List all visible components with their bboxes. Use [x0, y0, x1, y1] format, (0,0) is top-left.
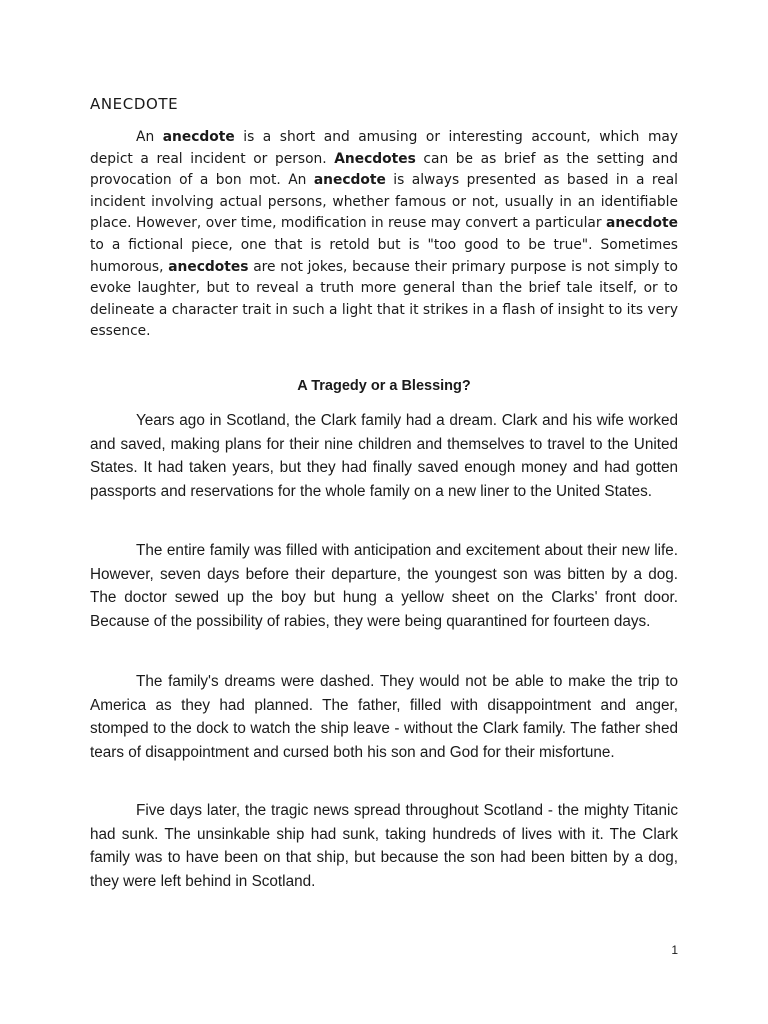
- page-heading: ANECDOTE: [90, 95, 179, 113]
- page-number: 1: [671, 943, 678, 957]
- definition-run: are not jokes, because their primary purpose is not simply to evoke laughter, but to reveal a truth more general than the brief tale itself, or to delineate a character trait in such a light that it strikes in a flash of insight to its very essence.: [90, 258, 678, 340]
- definition-term: anecdote: [606, 215, 678, 232]
- definition-term: anecdote: [313, 172, 386, 189]
- definition-run: is always presented as based in a real incident involving actual persons, whether famous or not, usually in an identifiable place. However, over time, modification in reuse may convert a particular: [90, 172, 678, 232]
- definition-run: An: [136, 129, 163, 145]
- definition-term: Anecdotes: [334, 150, 416, 167]
- story-paragraph: The entire family was filled with anticipation and excitement about their new life. However, seven days before their departure, the youngest son was bitten by a dog. The doctor sewed up the boy but hung a yellow sheet on the Clarks' front door. Because of the possibility of rabies, they were being quarantined for fourteen days.: [90, 542, 678, 630]
- definition-run: can be as brief as the setting and provocation of a bon mot. An: [90, 150, 678, 189]
- definition-term: anecdotes: [168, 258, 249, 275]
- definition-run: to a fictional piece, one that is retold but is "too good to be true". Sometimes humorous,: [90, 236, 678, 275]
- story-paragraph: Five days later, the tragic news spread throughout Scotland - the mighty Titanic had sunk. The unsinkable ship had sunk, taking hundreds of lives with it. The Clark family was to have been on that ship, but because the son had been bitten by a dog, they were left behind in Scotland.: [90, 802, 678, 890]
- definition-term: anecdote: [162, 129, 235, 145]
- story-paragraph: The family's dreams were dashed. They would not be able to make the trip to America as they had planned. The father, filled with disappointment and anger, stomped to the dock to watch the ship leave - without the Clark family. The father shed tears of disappointment and cursed both his son and God for their misfortune.: [90, 673, 678, 761]
- definition-run: is a short and amusing or interesting account, which may depict a real incident or person.: [90, 129, 678, 167]
- story-title: A Tragedy or a Blessing?: [297, 378, 471, 394]
- definition-paragraph: [90, 127, 678, 343]
- story-paragraph: Years ago in Scotland, the Clark family had a dream. Clark and his wife worked and saved, making plans for their nine children and themselves to travel to the United States. It had taken years, but they had finally saved enough money and had gotten passports and reservations for the whole family on a new liner to the United States.: [90, 412, 678, 500]
